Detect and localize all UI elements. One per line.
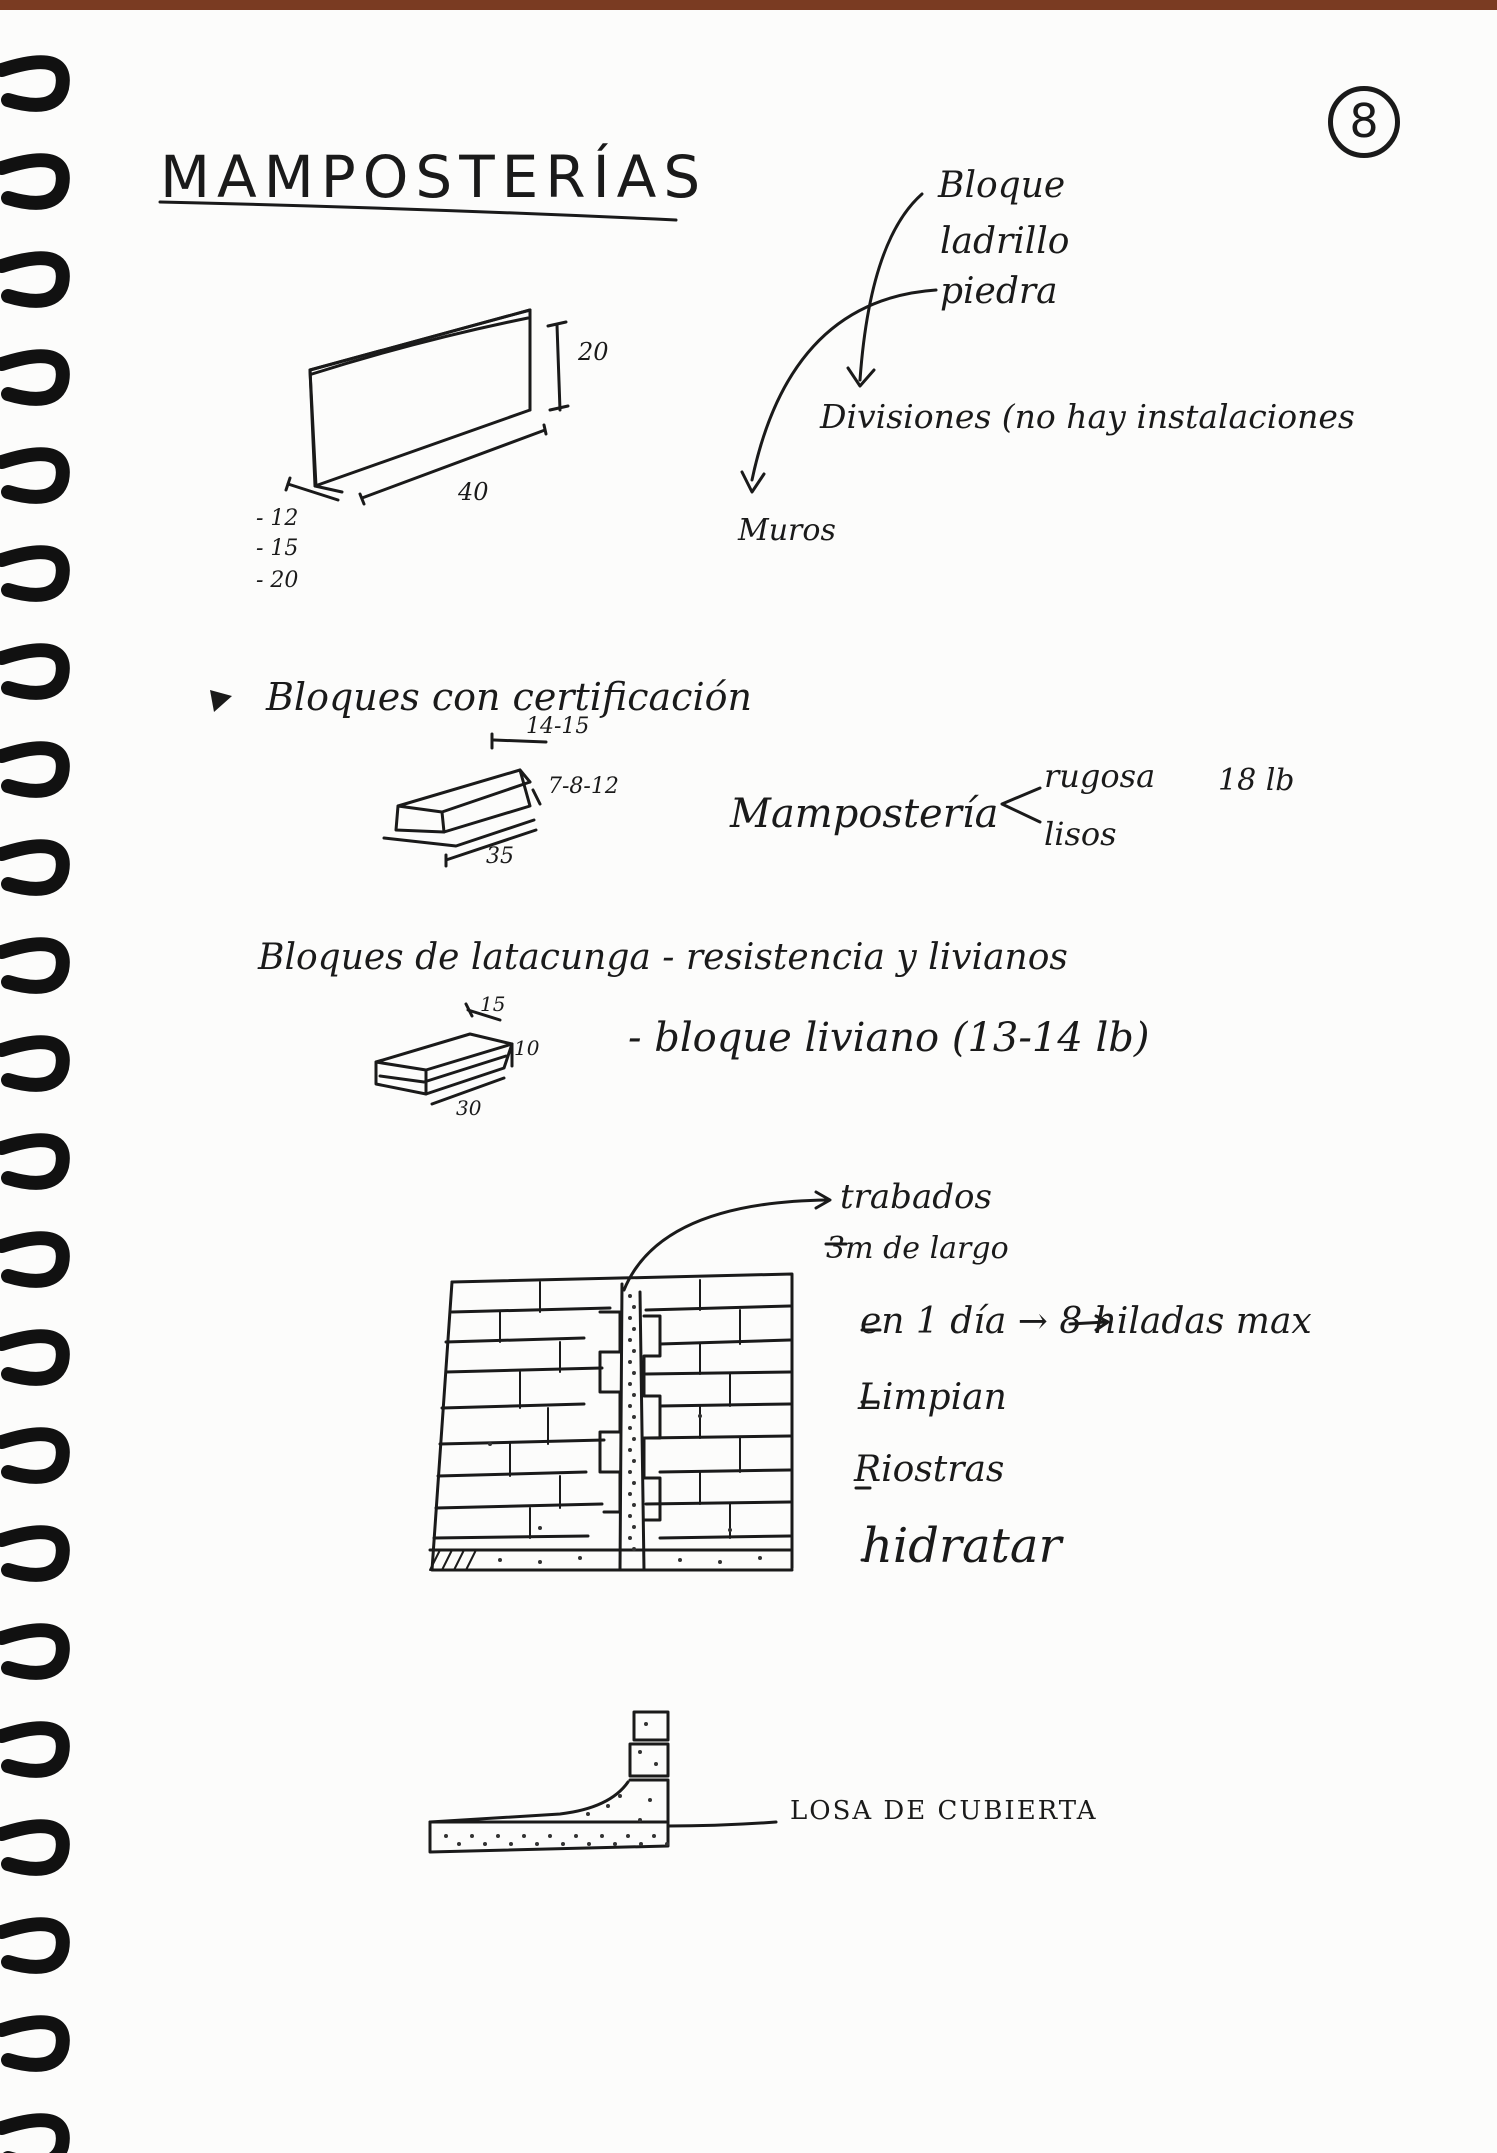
mamposteria-brace (1002, 788, 1040, 822)
note-largo: 3m de largo (826, 1231, 1009, 1266)
stipple-dot (618, 1794, 622, 1798)
block1-height: 20 (578, 338, 609, 366)
mamposteria-lisos: lisos (1044, 815, 1117, 853)
stipple-dot (632, 1525, 636, 1529)
stipple-dot (470, 1834, 474, 1838)
stipple-dot (628, 1448, 632, 1452)
stipple-dot (628, 1492, 632, 1496)
stipple-dot (652, 1834, 656, 1838)
losa-detail-sketch (430, 1712, 776, 1852)
stipple-dot (628, 1404, 632, 1408)
note-hiladas: en 1 día → 8 hiladas max (860, 1301, 1312, 1342)
stipple-dot (632, 1503, 636, 1507)
material-bloque: Bloque (938, 165, 1066, 206)
stipple-dot (628, 1426, 632, 1430)
title-underline (160, 202, 676, 220)
stipple-dot (728, 1528, 732, 1532)
stipple-dot (638, 1750, 642, 1754)
block1-width-1: - 12 (256, 506, 299, 531)
stipple-dot (483, 1842, 487, 1846)
latacunga-note: - bloque liviano (13-14 lb) (628, 1015, 1150, 1061)
cert-block-sketch (384, 734, 546, 869)
stipple-dot (488, 1442, 492, 1446)
losa-label: LOSA DE CUBIERTA (790, 1796, 1098, 1826)
mamposteria-weight: 18 lb (1218, 763, 1295, 798)
stipple-dot (628, 1536, 632, 1540)
stipple-dot (628, 1316, 632, 1320)
stipple-dot (613, 1842, 617, 1846)
stipple-dot (632, 1349, 636, 1353)
stipple-dot (498, 1558, 502, 1562)
note-riostras: Riostras (854, 1449, 1005, 1490)
stipple-dot (561, 1842, 565, 1846)
stipple-dot (632, 1481, 636, 1485)
stipple-dot (628, 1360, 632, 1364)
stipple-dot (509, 1842, 513, 1846)
stipple-dot (578, 1556, 582, 1560)
stipple-dot (496, 1834, 500, 1838)
latacunga-height: 10 (514, 1036, 540, 1060)
stipple-dot (628, 1338, 632, 1342)
stipple-dot (538, 1560, 542, 1564)
block1-sketch (286, 310, 568, 504)
block1-length: 40 (458, 478, 489, 506)
stipple-dot (628, 1514, 632, 1518)
page-title: MAMPOSTERÍAS (160, 143, 708, 211)
stipple-dot (632, 1547, 636, 1551)
stipple-dot (632, 1437, 636, 1441)
divisiones-text: Divisiones (no hay instalaciones (820, 397, 1355, 436)
stipple-dot (600, 1834, 604, 1838)
stipple-dot (758, 1556, 762, 1560)
cert-width: 14-15 (526, 714, 590, 739)
stipple-dot (632, 1393, 636, 1397)
stipple-dot (587, 1842, 591, 1846)
stipple-dot (626, 1834, 630, 1838)
stipple-dot (548, 1834, 552, 1838)
stipple-dot (665, 1842, 669, 1846)
stipple-dot (632, 1415, 636, 1419)
latacunga-length: 30 (456, 1096, 482, 1120)
stipple-dot (606, 1804, 610, 1808)
mamposteria-label: Mampostería (730, 791, 999, 837)
note-hidratar: hidratar (862, 1518, 1062, 1574)
stipple-dot (628, 1470, 632, 1474)
page-number: 8 (1328, 86, 1400, 158)
latacunga-heading: Bloques de latacunga - resistencia y livianos (258, 937, 1068, 978)
stipple-dot (632, 1459, 636, 1463)
stipple-dot (457, 1842, 461, 1846)
block1-width-3: - 20 (256, 568, 299, 593)
cert-height: 7-8-12 (548, 774, 619, 799)
muros-label: Muros (738, 513, 836, 548)
stipple-dot (586, 1812, 590, 1816)
bullet-icon (210, 690, 232, 712)
stipple-dot (632, 1305, 636, 1309)
latacunga-block-sketch (376, 1004, 512, 1104)
arrow-to-muros (752, 290, 936, 480)
stipple-dot (718, 1560, 722, 1564)
stipple-dot (632, 1327, 636, 1331)
cert-heading: Bloques con certificación (266, 675, 752, 719)
arrow-to-divisiones (860, 194, 922, 380)
cert-length: 35 (486, 844, 514, 869)
stipple-dot (535, 1842, 539, 1846)
stipple-dot (632, 1371, 636, 1375)
stipple-dot (628, 1294, 632, 1298)
wall-elevation-sketch (430, 1274, 792, 1570)
stipple-dot (444, 1834, 448, 1838)
material-ladrillo: ladrillo (940, 221, 1070, 262)
latacunga-width: 15 (480, 992, 506, 1016)
stipple-dot (639, 1842, 643, 1846)
stipple-dot (648, 1798, 652, 1802)
stipple-dot (638, 1818, 642, 1822)
block1-width-2: - 15 (256, 536, 299, 561)
stipple-dot (522, 1834, 526, 1838)
note-trabados: trabados (840, 1177, 992, 1217)
stipple-dot (678, 1558, 682, 1562)
material-piedra: piedra (940, 271, 1058, 312)
stipple-dot (628, 1382, 632, 1386)
stipple-dot (538, 1526, 542, 1530)
stipple-dot (644, 1722, 648, 1726)
note-limpian: Limpian (858, 1377, 1007, 1418)
stipple-dot (654, 1762, 658, 1766)
mamposteria-rugosa: rugosa (1044, 757, 1156, 795)
stipple-dot (574, 1834, 578, 1838)
stipple-dot (698, 1414, 702, 1418)
